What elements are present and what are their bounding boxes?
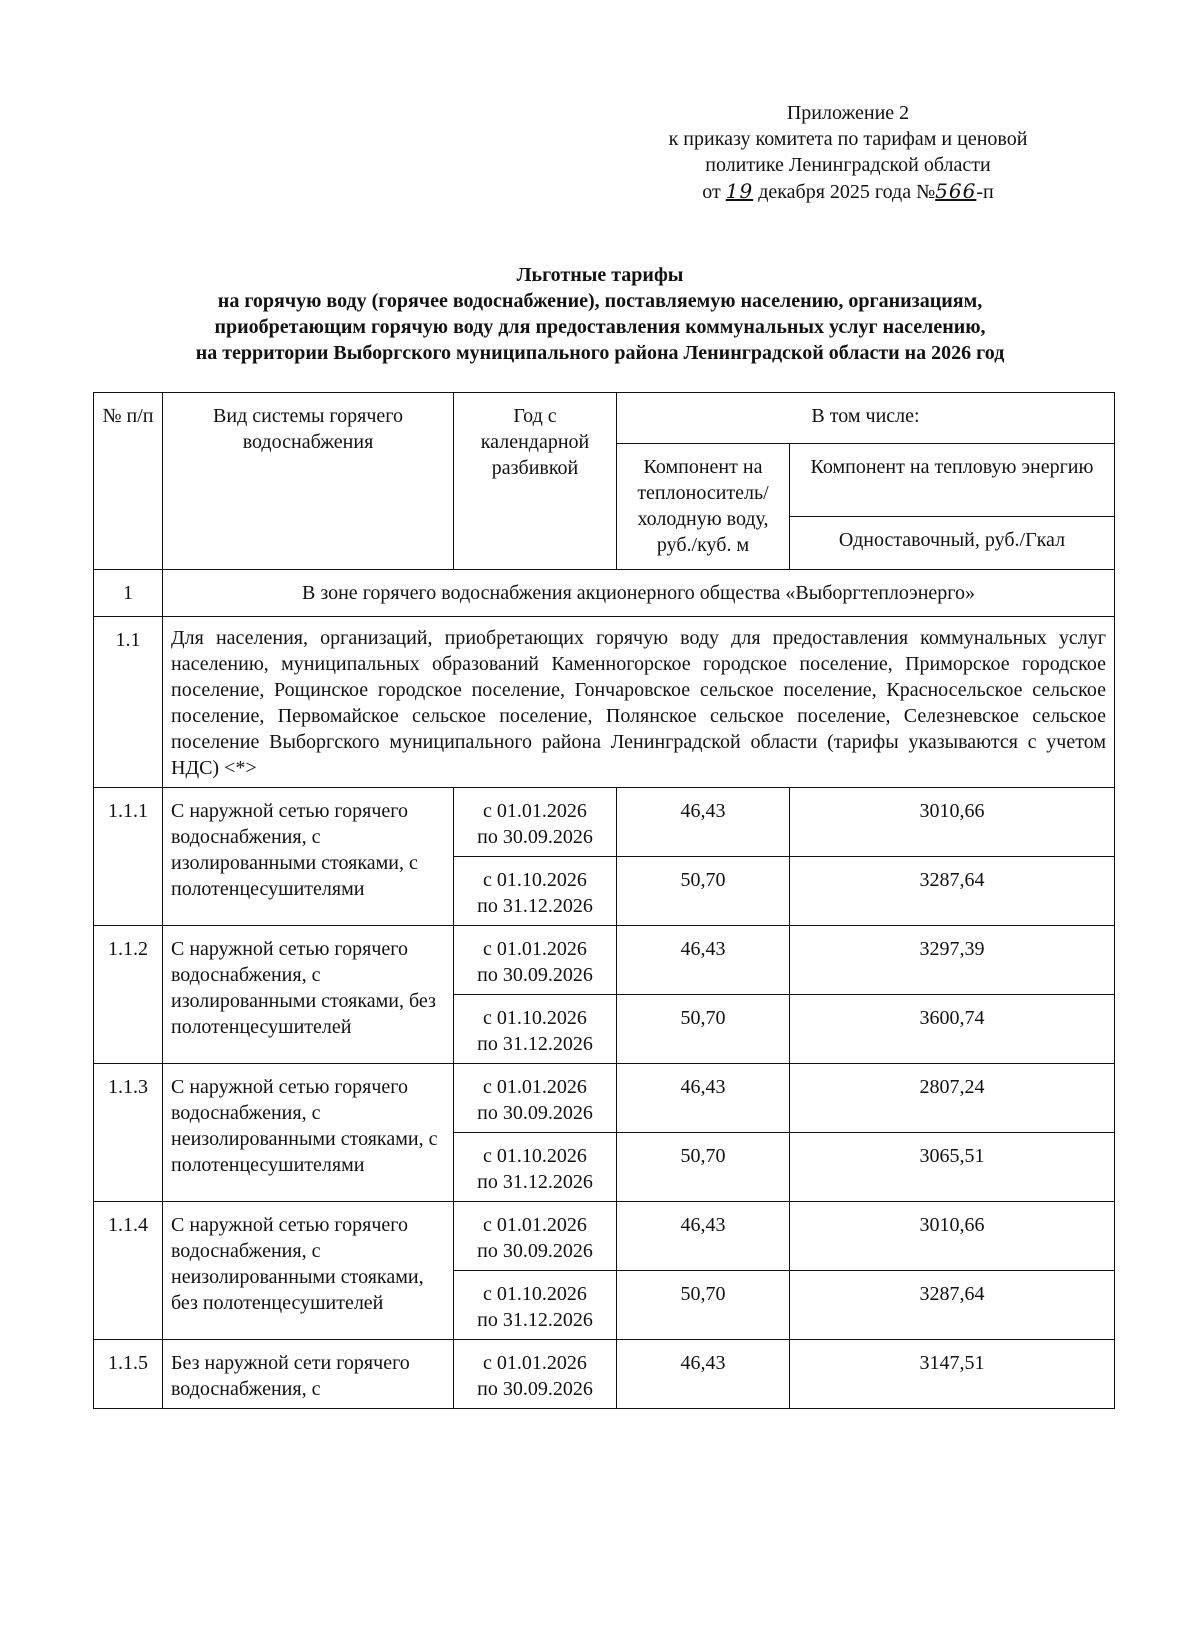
order-suffix: -п [976,181,994,203]
subsection-num: 1.1 [94,617,163,788]
subsection-text: Для населения, организаций, приобретающих горячую воду для предоставления коммунальных услуг населению, муниципальных образований Каменногорское городское поселение, Приморское городское поселение, Рощинское городское поселение, Гончаровское сельское поселение, Красносельское сельское поселение, Первомайское сельское поселение, Полянское сельское поселение, Селезневское сельское поселение Выборгского муниципального района Ленинградской области (тарифы указываются с учетом НДС) <*> [163,617,1115,788]
header-including: В том числе: [617,393,1115,444]
heat-value: 3010,66 [790,1202,1115,1271]
tariffs-table [93,392,1115,1409]
subsection-row [94,617,1115,788]
period-to: по 30.09.2026 [477,826,593,848]
coolant-value: 50,70 [617,995,790,1064]
coolant-value: 46,43 [617,926,790,995]
header-coolant: Компонент на теплоноситель/ холодную воду, руб./куб. м [617,444,790,570]
coolant-value: 46,43 [617,788,790,857]
row-period [454,926,617,995]
row-period [454,1133,617,1202]
heat-value: 3065,51 [790,1133,1115,1202]
period-to: по 30.09.2026 [477,1378,593,1400]
row-system: С наружной сетью горячего водоснабжения, с изолированными стояками, без полотенцесушителей [163,926,454,1064]
period-from: с 01.01.2026 [483,938,587,960]
row-system: С наружной сетью горячего водоснабжения, с неизолированными стояками, без полотенцесушителей [163,1202,454,1340]
table-row [94,1340,1115,1409]
coolant-value: 50,70 [617,1271,790,1340]
heat-value: 3297,39 [790,926,1115,995]
row-system: С наружной сетью горячего водоснабжения, с изолированными стояками, с полотенцесушителями [163,788,454,926]
period-from: с 01.10.2026 [483,1283,587,1305]
period-to: по 31.12.2026 [477,1033,593,1055]
period-to: по 30.09.2026 [477,1102,593,1124]
appendix-line-2: к приказу комитета по тарифам и ценовой [668,128,1028,150]
section-text: В зоне горячего водоснабжения акционерного общества «Выборгтеплоэнерго» [163,570,1115,617]
heat-value: 3600,74 [790,995,1115,1064]
date-rest: декабря 2025 года № [758,181,936,203]
coolant-value: 50,70 [617,857,790,926]
tariffs-table-body [94,393,1115,1409]
header-system: Вид системы горячего водоснабжения [163,393,454,570]
document-title [90,262,1110,366]
row-period [454,995,617,1064]
row-num: 1.1.1 [94,788,163,926]
period-to: по 31.12.2026 [477,1171,593,1193]
date-prefix: от [702,181,721,203]
title-line-1: Льготные тарифы [516,264,684,286]
period-from: с 01.01.2026 [483,1076,587,1098]
heat-value: 3147,51 [790,1340,1115,1409]
heat-value: 3287,64 [790,1271,1115,1340]
row-period [454,857,617,926]
title-line-4: на территории Выборгского муниципального района Ленинградской области на 2026 год [195,342,1005,364]
section-row [94,570,1115,617]
row-num: 1.1.3 [94,1064,163,1202]
appendix-block [618,100,1078,205]
period-to: по 30.09.2026 [477,1240,593,1262]
row-num: 1.1.2 [94,926,163,1064]
period-to: по 30.09.2026 [477,964,593,986]
row-period [454,1202,617,1271]
period-from: с 01.01.2026 [483,1214,587,1236]
appendix-line-3: политике Ленинградской области [705,154,991,176]
header-period: Год с календарной разбивкой [454,393,617,570]
title-line-3: приобретающим горячую воду для предоставления коммунальных услуг населению, [214,316,986,338]
heat-value: 3010,66 [790,788,1115,857]
header-num: № п/п [94,393,163,570]
period-from: с 01.01.2026 [483,800,587,822]
period-to: по 31.12.2026 [477,1309,593,1331]
handwritten-day: 19 [725,179,754,203]
row-period [454,1064,617,1133]
title-line-2: на горячую воду (горячее водоснабжение), поставляемую населению, организациям, [217,290,983,312]
period-from: с 01.10.2026 [483,1145,587,1167]
table-row [94,1202,1115,1271]
coolant-value: 46,43 [617,1064,790,1133]
table-row [94,926,1115,995]
header-row-1 [94,393,1115,444]
header-heat: Компонент на тепловую энергию [790,444,1115,517]
row-period [454,788,617,857]
heat-value: 3287,64 [790,857,1115,926]
appendix-line-1: Приложение 2 [786,102,910,124]
row-period [454,1340,617,1409]
header-single-rate: Одноставочный, руб./Гкал [790,517,1115,570]
row-num: 1.1.5 [94,1340,163,1409]
section-num: 1 [94,570,163,617]
row-period [454,1271,617,1340]
row-num: 1.1.4 [94,1202,163,1340]
row-system: Без наружной сети горячего водоснабжения, с [163,1340,454,1409]
appendix-date-line [618,178,1078,205]
table-row [94,1064,1115,1133]
period-from: с 01.10.2026 [483,1007,587,1029]
period-to: по 31.12.2026 [477,895,593,917]
handwritten-order-number: 566 [935,179,977,203]
coolant-value: 46,43 [617,1202,790,1271]
period-from: с 01.01.2026 [483,1352,587,1374]
table-row [94,788,1115,857]
period-from: с 01.10.2026 [483,869,587,891]
row-system: С наружной сетью горячего водоснабжения, с неизолированными стояками, с полотенцесушителями [163,1064,454,1202]
coolant-value: 50,70 [617,1133,790,1202]
coolant-value: 46,43 [617,1340,790,1409]
heat-value: 2807,24 [790,1064,1115,1133]
